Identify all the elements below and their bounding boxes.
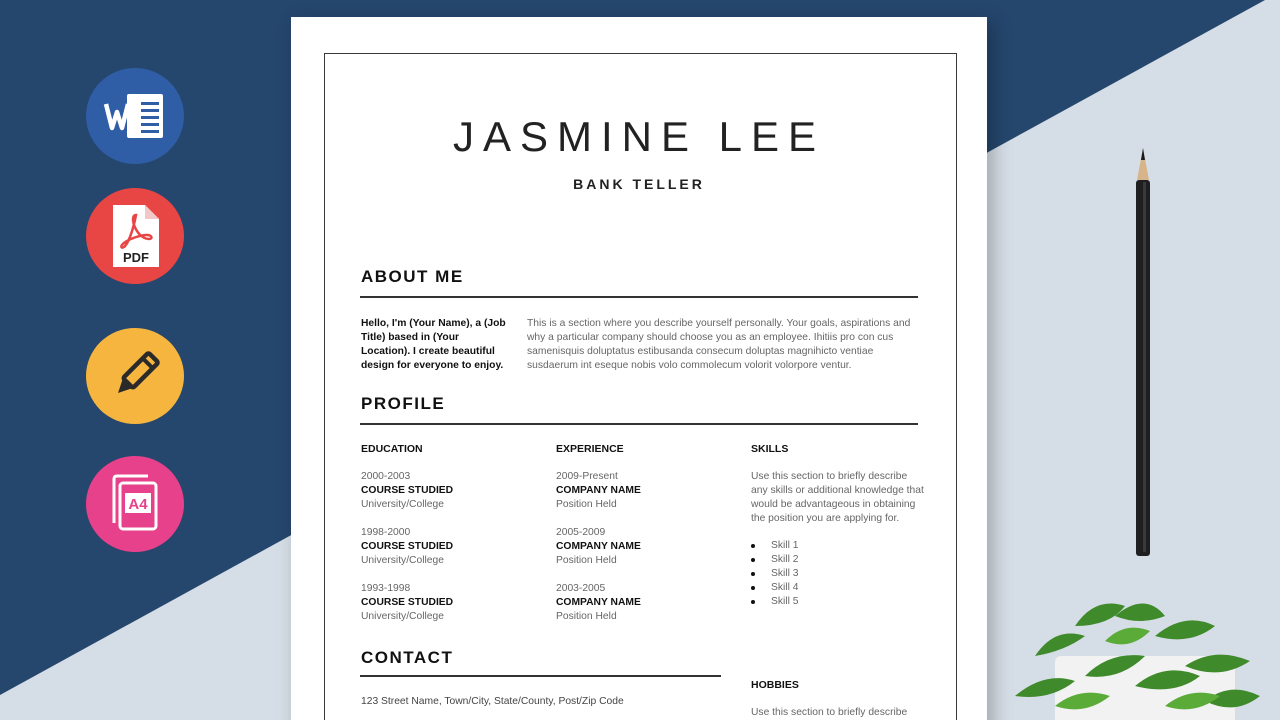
- hobbies-heading: HOBBIES: [751, 679, 799, 691]
- pencil-icon: [86, 328, 184, 424]
- list-item: Skill 5: [751, 595, 926, 609]
- list-item: Skill 3: [751, 567, 926, 581]
- a4-paper-icon: [86, 456, 184, 552]
- resume-name: JASMINE LEE: [452, 113, 826, 160]
- entry-date: 2009-Present: [556, 471, 618, 482]
- entry-subtitle: University/College: [361, 555, 444, 566]
- list-item: Skill 2: [751, 553, 926, 567]
- list-item: Skill 1: [751, 539, 926, 553]
- experience-entry: [556, 470, 731, 512]
- contact-address: 123 Street Name, Town/City, State/County, Post/Zip Code: [361, 696, 624, 707]
- profile-divider: [360, 423, 918, 425]
- a4-label: A4: [128, 496, 148, 513]
- education-entry: [361, 582, 536, 624]
- about-divider: [360, 296, 918, 298]
- pdf-label: PDF: [123, 250, 149, 265]
- experience-heading: EXPERIENCE: [556, 443, 624, 455]
- about-heading: ABOUT ME: [361, 267, 464, 286]
- experience-entry: [556, 526, 731, 568]
- pencil-image: [1133, 148, 1153, 558]
- entry-title: COURSE STUDIED: [361, 541, 454, 552]
- entry-subtitle: University/College: [361, 611, 444, 622]
- skills-column: [751, 443, 926, 609]
- plant-image: [1015, 596, 1265, 720]
- entry-subtitle: Position Held: [556, 611, 617, 622]
- entry-date: 1993-1998: [361, 583, 411, 594]
- resume-page: [291, 17, 987, 720]
- entry-title: COMPANY NAME: [556, 597, 641, 608]
- contact-divider: [360, 675, 721, 677]
- about-intro: Hello, I'm (Your Name), a (Job Title) based in (Your Location). I create beautiful design for everyone to enjoy.: [361, 318, 506, 371]
- pdf-icon: [86, 188, 184, 284]
- education-column: [361, 443, 536, 638]
- hobbies-text: Use this section to briefly describe: [751, 707, 908, 718]
- entry-date: 1998-2000: [361, 527, 411, 538]
- entry-date: 2003-2005: [556, 583, 606, 594]
- education-entry: [361, 470, 536, 512]
- word-icon: [86, 68, 184, 164]
- entry-subtitle: Position Held: [556, 499, 617, 510]
- entry-title: COURSE STUDIED: [361, 597, 454, 608]
- skills-list: [751, 539, 926, 609]
- entry-title: COMPANY NAME: [556, 541, 641, 552]
- profile-heading: PROFILE: [361, 394, 446, 413]
- entry-title: COURSE STUDIED: [361, 485, 454, 496]
- entry-title: COMPANY NAME: [556, 485, 641, 496]
- skills-text: Use this section to briefly describe any skills or additional knowledge that would be advantageous in obtaining the position you are applying for.: [751, 471, 924, 524]
- list-item: Skill 4: [751, 581, 926, 595]
- contact-heading: CONTACT: [361, 648, 454, 667]
- skills-heading: SKILLS: [751, 443, 789, 455]
- experience-column: [556, 443, 731, 638]
- about-text: This is a section where you describe yourself personally. Your goals, aspirations and why a particular company should choose you as an employee. Ihitiis pro con cus samenisquis doluptatus estibusanda consecum doluptas magnihicto ventiae susdaerum int eseque nobis volo commolecum volorit volorpore ventur.: [527, 318, 911, 371]
- experience-entry: [556, 582, 731, 624]
- education-entry: [361, 526, 536, 568]
- entry-subtitle: University/College: [361, 499, 444, 510]
- entry-date: 2005-2009: [556, 527, 606, 538]
- education-heading: EDUCATION: [361, 443, 423, 455]
- entry-subtitle: Position Held: [556, 555, 617, 566]
- entry-date: 2000-2003: [361, 471, 411, 482]
- resume-job-title: BANK TELLER: [573, 176, 705, 192]
